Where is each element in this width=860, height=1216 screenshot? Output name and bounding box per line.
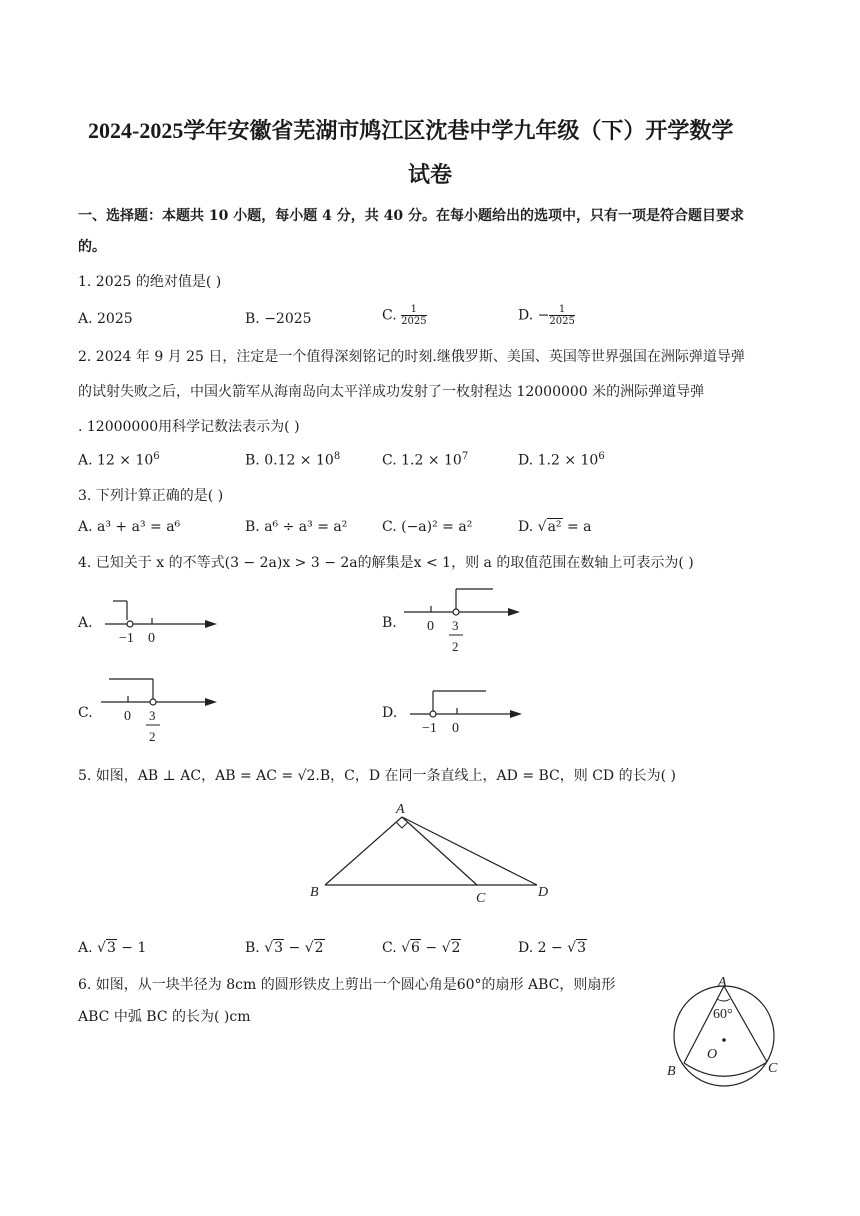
q2-line2: 的试射失败之后，中国火箭军从海南岛向太平洋成功发射了一枚射程达 12000000 米的洲际弹道导弹 [78,384,705,400]
q3-option-c: C. (−a)² = a² [382,519,473,535]
q4-option-a-number-line [95,597,225,647]
q5-option-b-radicand-2: 2 [314,940,324,956]
q1-option-c-den: 2025 [401,316,427,327]
q3-option-d-prefix: D. [518,519,538,535]
q3-option-a: A. a³ + a³ = a⁶ [78,519,181,535]
q4-option-c-label: C. [78,705,93,721]
q6-label-c: C [768,1061,778,1076]
q1-option-c-prefix: C. [382,307,402,324]
q1-option-a: A. 2025 [78,311,133,327]
q4-a-tick-neg1: −1 [119,631,134,646]
q2-option-d-exp: 6 [598,451,605,462]
q4-b-frac-den: 2 [452,639,459,654]
q5-triangle-figure [300,790,560,905]
q5-option-c-prefix: C. [382,940,402,956]
q4-option-d-number-line [400,687,530,737]
section-heading-line2: 的。 [78,239,106,255]
q2-option-c [382,451,468,469]
q2-line1: 2. 2024 年 9 月 25 日，注定是一个值得深刻铭记的时刻.继俄罗斯、美国、英国等世界强国在洲际弹道导弹 [78,349,745,365]
q6-line1: 6. 如图，从一块半径为 8cm 的圆形铁皮上剪出一个圆心角是60°的扇形 ABC，则扇形 [78,977,616,993]
q1-option-d-fraction [549,304,574,327]
q4-b-open-circle [453,609,459,615]
q5-segment-ad [402,817,537,885]
q2-option-b [245,451,340,469]
q1-option-d-num: 1 [549,304,574,316]
q3-option-d: D. √a² = a [518,519,592,535]
q4-b-frac-num: 3 [452,618,459,633]
q2-option-d-base: D. 1.2 × 10 [518,452,599,469]
q5-label-c: C [476,891,486,905]
q6-line2: ABC 中弧 BC 的长为( )cm [78,1009,251,1025]
q2-option-b-exp: 8 [333,451,341,462]
q4-c-frac-den: 2 [149,729,156,744]
q1-option-c [382,304,427,327]
q4-a-open-circle [127,621,133,627]
q6-radius-ac [724,986,767,1062]
q1-stem: 1. 2025 的绝对值是( ) [78,274,222,290]
q4-c-frac-num: 3 [149,708,156,723]
q4-a-tick-0: 0 [148,631,155,646]
q4-b-arrow [508,608,520,616]
q5-label-d: D [538,885,549,900]
q4-d-tick-neg1: −1 [422,721,437,736]
q6-radius-ab [684,986,724,1063]
q5-option-d-prefix: D. 2 − [518,940,568,956]
q3-option-b: B. a⁶ ÷ a³ = a² [245,519,348,535]
q5-option-d-radicand: 3 [577,940,587,956]
q4-d-arrow [510,710,522,718]
q5-option-c-minus: − [420,940,442,956]
q1-option-b: B. −2025 [245,311,312,327]
q6-center-dot [722,1038,726,1042]
q5-option-b-minus: − [284,940,305,956]
q4-c-open-circle [150,699,156,705]
q2-option-d [518,451,605,469]
q2-option-a-exp: 6 [153,451,160,462]
q5-option-c: C. √6 − √2 [382,940,461,956]
q4-option-b-label: B. [382,615,397,631]
q5-option-d: D. 2 − √3 [518,940,587,956]
q6-arc-bc [684,1062,767,1076]
q6-angle-arc [717,999,730,1001]
q4-d-tick-0: 0 [452,721,459,736]
q5-label-a: A [396,802,405,817]
q2-option-c-exp: 7 [461,451,469,462]
q5-stem: 5. 如图，AB ⊥ AC，AB = AC = √2.B，C，D 在同一条直线上，AD = BC，则 CD 的长为( ) [78,768,676,784]
q3-option-d-radicand: a² [547,519,562,535]
q5-option-a-suffix: − 1 [116,940,147,956]
q1-option-d-prefix: D. − [518,307,550,324]
q4-option-c-number-line [95,675,225,750]
q5-label-b: B [310,885,319,900]
q2-option-b-base: B. 0.12 × 10 [245,452,334,469]
q6-label-o: O [707,1047,718,1062]
q2-option-a-base: A. 12 × 10 [78,452,154,469]
q4-b-tick-0: 0 [427,619,434,634]
q1-option-d [518,304,575,327]
q6-angle-label: 60° [713,1007,733,1022]
q4-option-b-number-line [398,585,528,660]
q5-option-b-radicand-1: 3 [274,940,284,956]
q5-segment-ab [325,817,402,885]
q4-option-d-label: D. [382,705,398,721]
q6-label-b: B [667,1064,676,1079]
section-heading-line1: 一、选择题：本题共 10 小题，每小题 4 分，共 40 分。在每小题给出的选项中，只有一项是符合题目要求 [78,208,744,224]
q5-option-a: A. √3 − 1 [78,940,147,956]
q5-option-b: B. √3 − √2 [245,940,324,956]
page-title-line1: 2024-2025学年安徽省芜湖市鸠江区沈巷中学九年级（下）开学数学 [88,118,734,143]
q4-option-a-label: A. [78,615,93,631]
q6-label-a: A [718,975,727,990]
q4-stem: 4. 已知关于 x 的不等式(3 − 2a)x > 3 − 2a的解集是x < 1，则 a 的取值范围在数轴上可表示为( ) [78,555,694,571]
q4-c-tick-0: 0 [124,709,131,724]
q2-option-c-base: C. 1.2 × 10 [382,452,462,469]
q1-option-c-num: 1 [401,304,426,316]
q6-sector-figure [660,972,790,1092]
q3-option-d-suffix: = a [562,519,592,535]
q1-option-d-den: 2025 [549,316,575,327]
q4-d-open-circle [430,711,436,717]
q5-option-c-radicand-1: 6 [411,940,420,956]
q5-right-angle-mark [396,822,408,828]
page-title-line2: 试卷 [408,162,453,187]
q1-option-c-fraction [401,304,426,327]
q5-option-c-radicand-2: 2 [451,940,461,956]
q2-option-a [78,451,160,469]
q5-segment-ac [402,817,477,885]
q4-a-arrow [205,620,217,628]
q2-line3: . 12000000用科学记数法表示为( ) [78,419,300,435]
q5-option-a-prefix: A. [78,940,98,956]
q5-option-a-radicand: 3 [106,940,116,956]
q3-stem: 3. 下列计算正确的是( ) [78,488,224,504]
q5-option-b-prefix: B. [245,940,265,956]
q4-c-arrow [205,698,217,706]
